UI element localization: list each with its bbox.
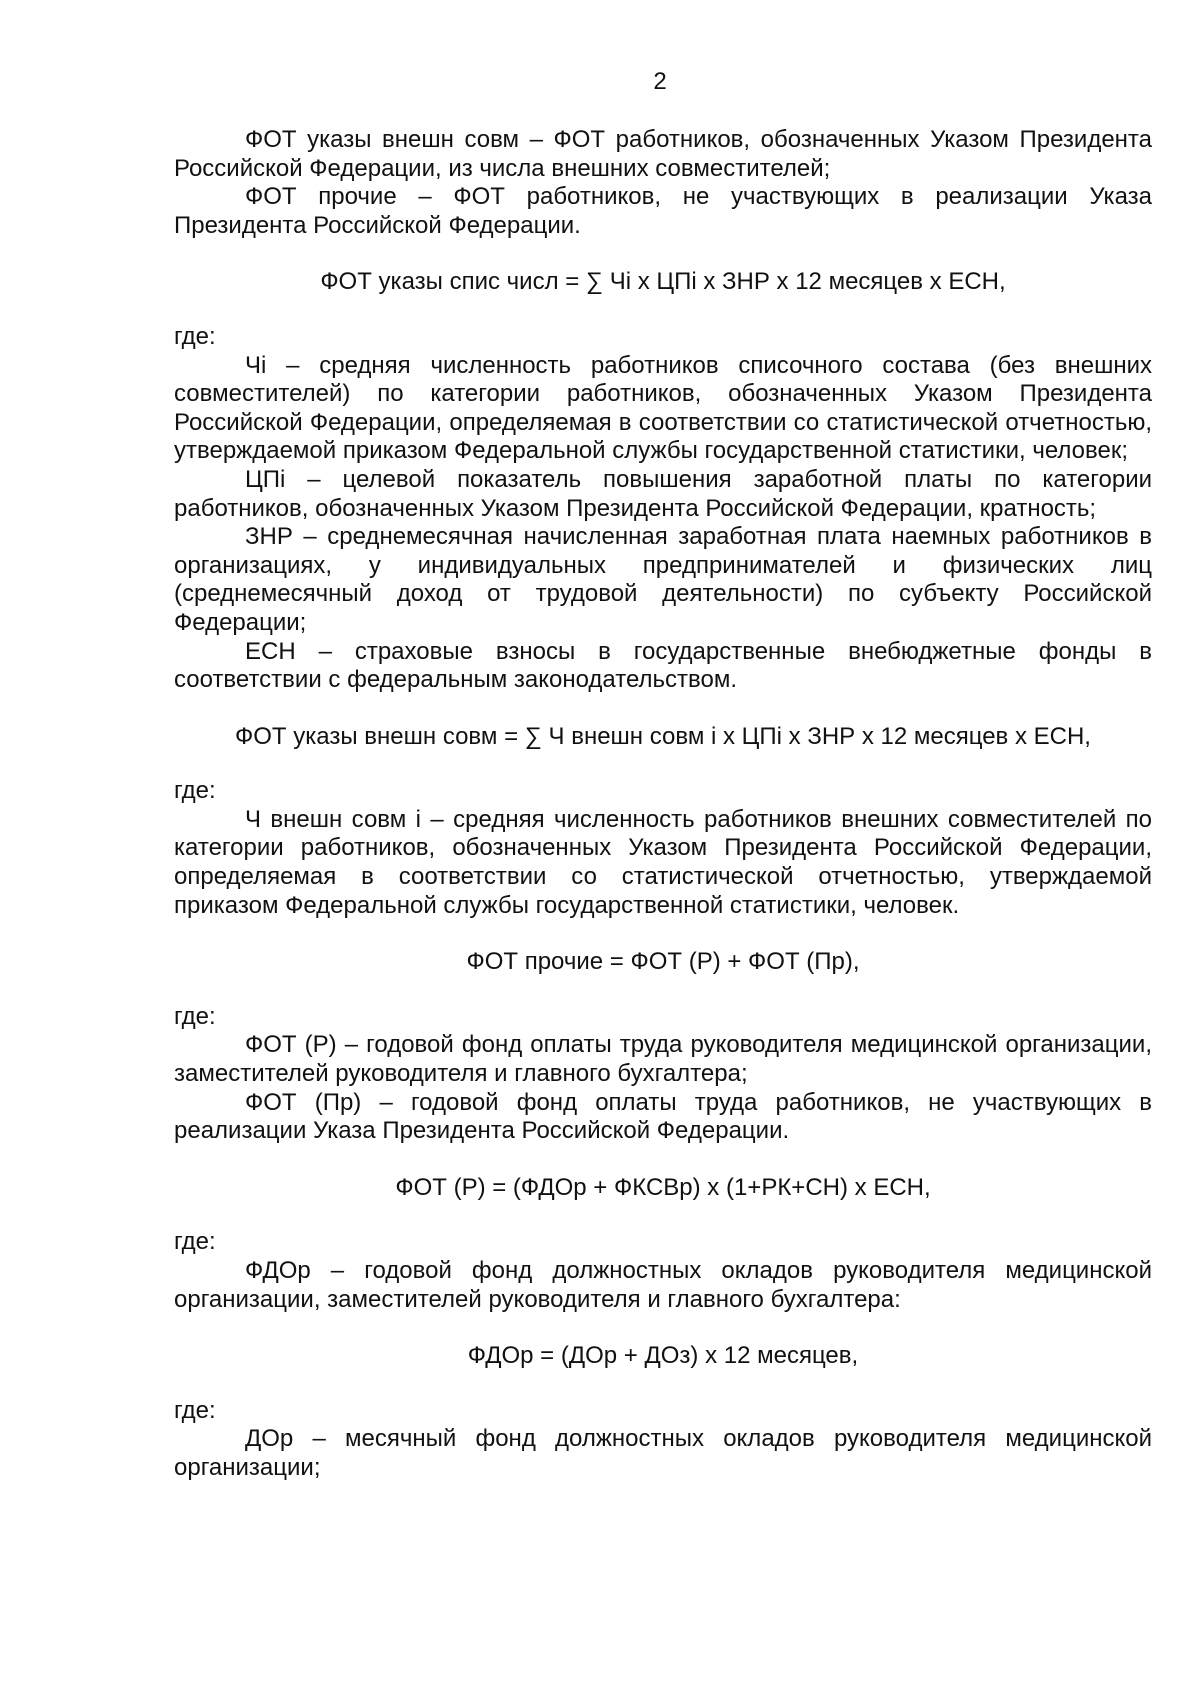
definition-ch-external: Ч внешн совм i – средняя численность работников внешних совместителей по категории работников, обозначенных Указом Президента Российской Федерации, определяемая в соответствии со статистической отчетностью, утверждаемой приказом Федеральной службы государственной статистики, человек. xyxy=(174,805,1152,919)
where-label: где: xyxy=(174,1396,216,1424)
document-body xyxy=(174,126,1152,1483)
formula-fot-r: ФОТ (Р) = (ФДОр + ФКСВр) x (1+РК+СН) x ЕСН, xyxy=(395,1173,931,1201)
definition-fot-r: ФОТ (Р) – годовой фонд оплаты труда руководителя медицинской организации, заместителей руководителя и главного бухгалтера; xyxy=(174,1031,1152,1088)
definition-fot-pr: ФОТ (Пр) – годовой фонд оплаты труда работников, не участвующих в реализации Указа Президента Российской Федерации. xyxy=(174,1088,1152,1145)
definition-chi: Чi – средняя численность работников списочного состава (без внешних совместителей) по категории работников, обозначенных Указом Президента Российской Федерации, определяемая в соответствии со статистической отчетностью, утверждаемой приказом Федеральной службы государственной статистики, человек; xyxy=(174,351,1152,465)
page-number: 2 xyxy=(653,68,667,95)
formula-fot-external: ФОТ указы внешн совм = ∑ Ч внешн совм i x ЦПi x ЗНР x 12 месяцев x ЕСН, xyxy=(235,722,1091,750)
definition-znr: ЗНР – среднемесячная начисленная заработная плата наемных работников в организациях, у индивидуальных предпринимателей и физических лиц (среднемесячный доход от трудовой деятельности) по субъекту Российской Федерации; xyxy=(174,523,1152,636)
paragraph-fot-other: ФОТ прочие – ФОТ работников, не участвующих в реализации Указа Президента Российской Федерации. xyxy=(174,183,1152,239)
where-label: где: xyxy=(174,1228,216,1256)
where-label: где: xyxy=(174,1002,216,1030)
formula-fot-list: ФОТ указы спис числ = ∑ Чi x ЦПi x ЗНР x 12 месяцев x ЕСН, xyxy=(320,268,1006,296)
formula-fdor: ФДОр = (ДОр + ДОз) x 12 месяцев, xyxy=(467,1342,859,1370)
definition-esn: ЕСН – страховые взносы в государственные внебюджетные фонды в соответствии с федеральным законодательством. xyxy=(174,637,1152,694)
paragraph-fot-external: ФОТ указы внешн совм – ФОТ работников, обозначенных Указом Президента Российской Федерации, из числа внешних совместителей; xyxy=(174,126,1152,182)
formula-fot-other: ФОТ прочие = ФОТ (Р) + ФОТ (Пр), xyxy=(466,948,860,976)
where-label: где: xyxy=(174,322,216,350)
definition-fdor: ФДОр – годовой фонд должностных окладов руководителя медицинской организации, заместителей руководителя и главного бухгалтера: xyxy=(174,1257,1152,1313)
definition-tspi: ЦПi – целевой показатель повышения заработной платы по категории работников, обозначенных Указом Президента Российской Федерации, кратность; xyxy=(174,465,1152,522)
definition-dor: ДОр – месячный фонд должностных окладов руководителя медицинской организации; xyxy=(174,1425,1152,1481)
where-label: где: xyxy=(174,777,216,805)
